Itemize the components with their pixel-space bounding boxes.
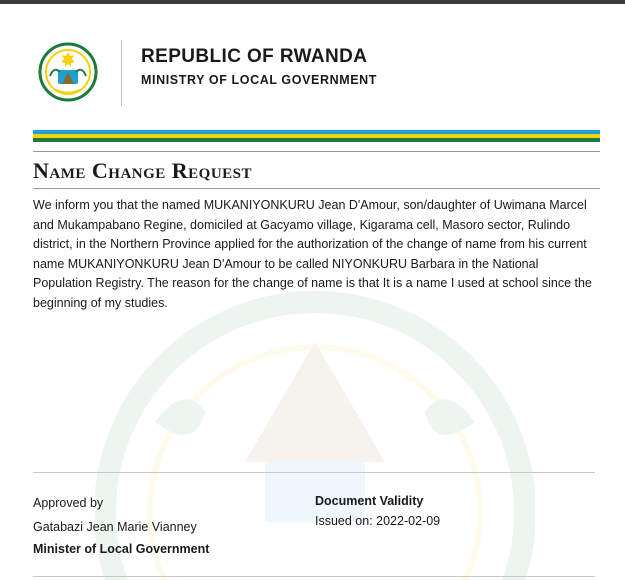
document-body: We inform you that the named MUKANIYONKURU Jean D'Amour, son/daughter of Uwimana Marcel and Mukampabano Regine, domiciled at Gacyamo village, Kigarama cell, Masoro sector, Rulindo district, in the Northern Province applied for the authorization of the change of name from his current name MUKANIYONKURU Jean D'Amour to be called NIYONKURU Barbara in the National Population Registry. The reason for the change of name is that It is a name I used at school since the beginning of my studies. bbox=[33, 198, 592, 310]
flag-color-band bbox=[33, 130, 600, 142]
issued-on-date: Issued on: 2022-02-09 bbox=[315, 514, 441, 528]
approved-by-label: Approved by bbox=[33, 496, 104, 510]
header-divider bbox=[121, 40, 122, 106]
title-rule bbox=[33, 188, 600, 189]
letterhead bbox=[0, 36, 625, 110]
footer-rule-top bbox=[33, 472, 595, 473]
footer-rule-bottom bbox=[33, 576, 595, 577]
approver-name: Gatabazi Jean Marie Vianney bbox=[33, 520, 197, 534]
rwanda-coat-of-arms-icon bbox=[38, 42, 98, 102]
header-rule bbox=[33, 151, 600, 152]
top-border bbox=[0, 0, 625, 4]
document-validity-label: Document Validity bbox=[315, 494, 424, 508]
flag-band-green bbox=[33, 138, 600, 142]
ministry-name: MINISTRY OF LOCAL GOVERNMENT bbox=[141, 73, 378, 87]
approver-title: Minister of Local Government bbox=[33, 542, 210, 556]
document-title: Name Change Request bbox=[33, 158, 253, 183]
country-name: REPUBLIC OF RWANDA bbox=[141, 46, 368, 67]
